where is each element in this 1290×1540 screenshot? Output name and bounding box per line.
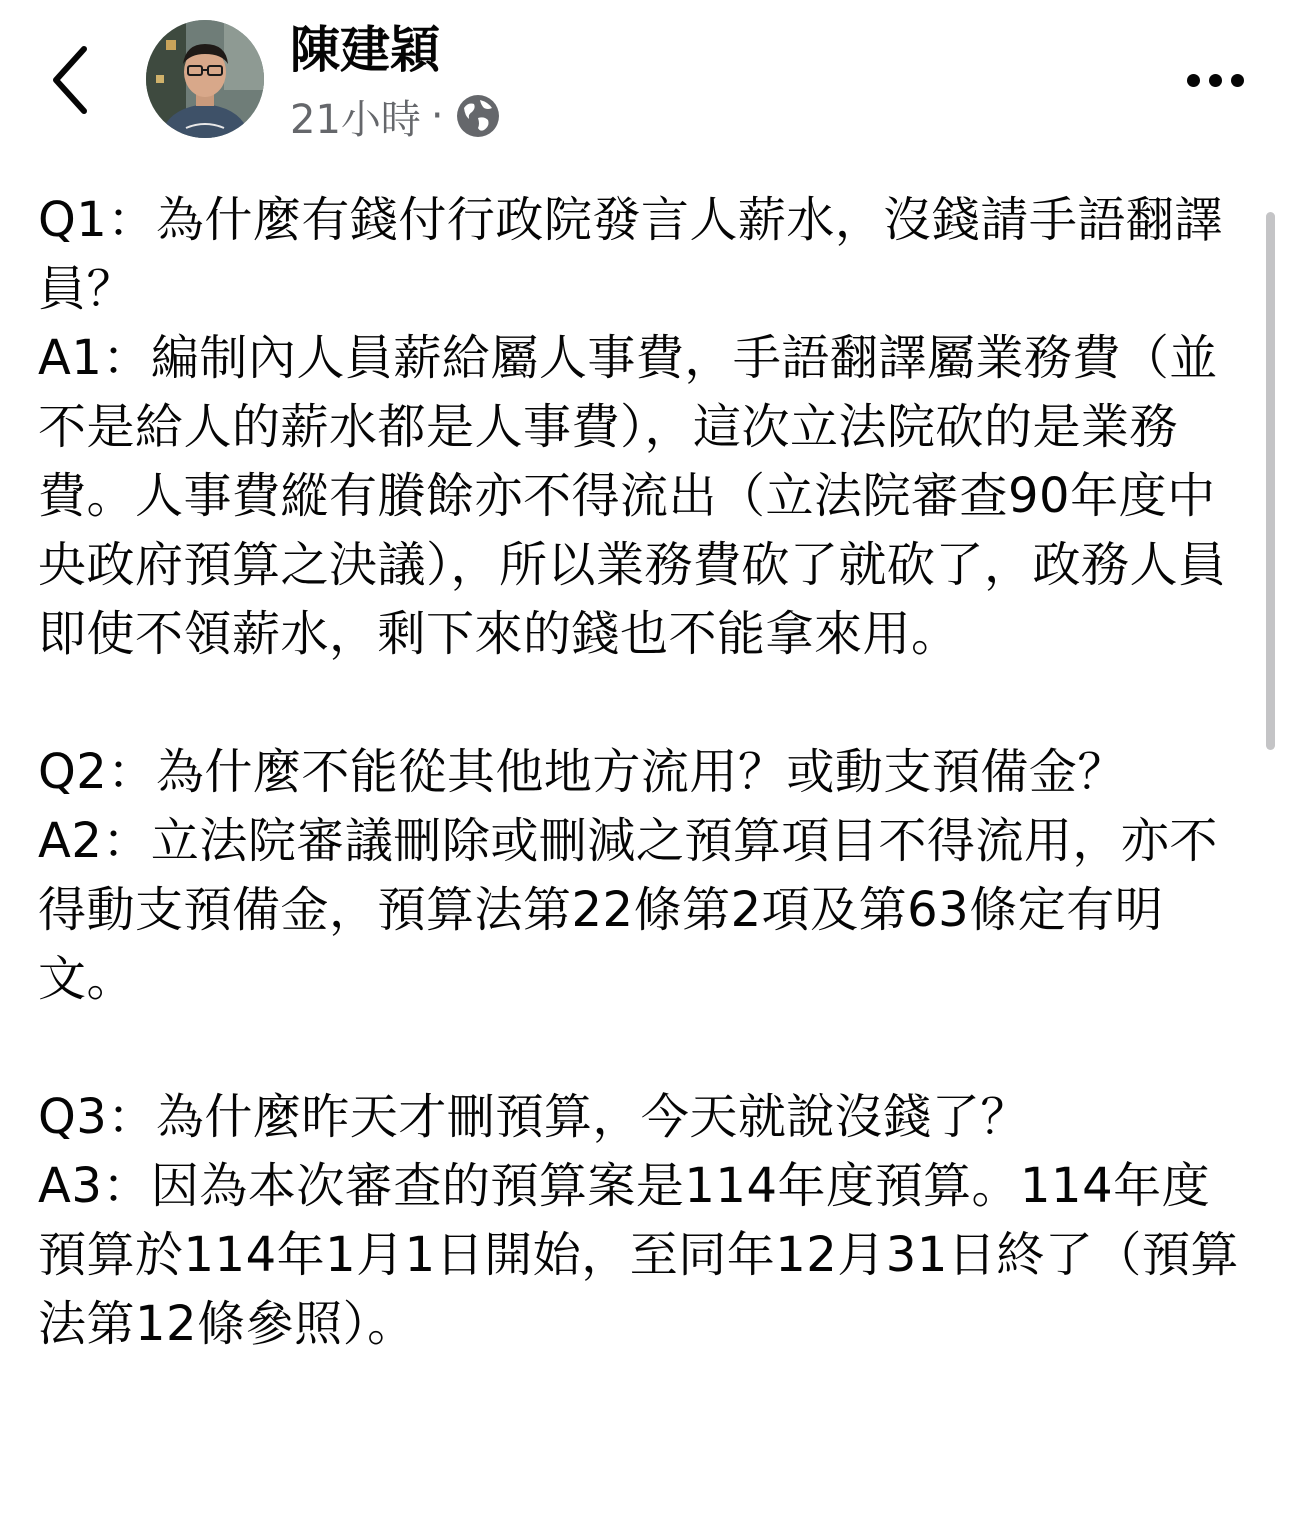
post-text: [38, 186, 1248, 1359]
more-options-button[interactable]: [1180, 60, 1250, 100]
question-1: Q1：為什麼有錢付行政院發言人薪水，沒錢請手語翻譯員？: [38, 192, 1223, 317]
globe-icon[interactable]: [454, 92, 502, 140]
answer-3: A3：因為本次審查的預算案是114年度預算。114年度預算於114年1月1日開始，至同年12月31日終了（預算法第12條參照）。: [38, 1158, 1239, 1352]
meta-separator: ·: [430, 93, 444, 139]
paragraph-gap: [38, 1014, 1248, 1083]
scrollbar[interactable]: [1266, 212, 1275, 750]
ellipsis-icon-dot: [1209, 74, 1222, 87]
avatar-image: [146, 20, 264, 138]
ellipsis-icon-dot: [1187, 74, 1200, 87]
chevron-left-icon: [50, 45, 90, 115]
question-3: Q3：為什麼昨天才刪預算，今天就說沒錢了？: [38, 1089, 1029, 1145]
paragraph-gap: [38, 669, 1248, 738]
post-timestamp[interactable]: 21小時: [290, 96, 421, 143]
answer-2: A2：立法院審議刪除或刪減之預算項目不得流用，亦不得動支預備金，預算法第22條第2項及第63條定有明文。: [38, 813, 1218, 1007]
ellipsis-icon-dot: [1231, 74, 1244, 87]
question-2: Q2：為什麼不能從其他地方流用？或動支預備金？: [38, 744, 1126, 800]
author-name[interactable]: 陳建穎: [290, 21, 440, 79]
back-button[interactable]: [40, 40, 100, 120]
answer-1: A1：編制內人員薪給屬人事費，手語翻譯屬業務費（並不是給人的薪水都是人事費），這次立法院砍的是業務費。人事費縱有賸餘亦不得流出（立法院審查90年度中央政府預算之決議），所以業務費砍了就砍了，政務人員即使不領薪水，剩下來的錢也不能拿來用。: [38, 330, 1227, 662]
post-meta: [290, 88, 502, 144]
avatar[interactable]: [146, 20, 264, 138]
post-header: [0, 0, 1290, 160]
